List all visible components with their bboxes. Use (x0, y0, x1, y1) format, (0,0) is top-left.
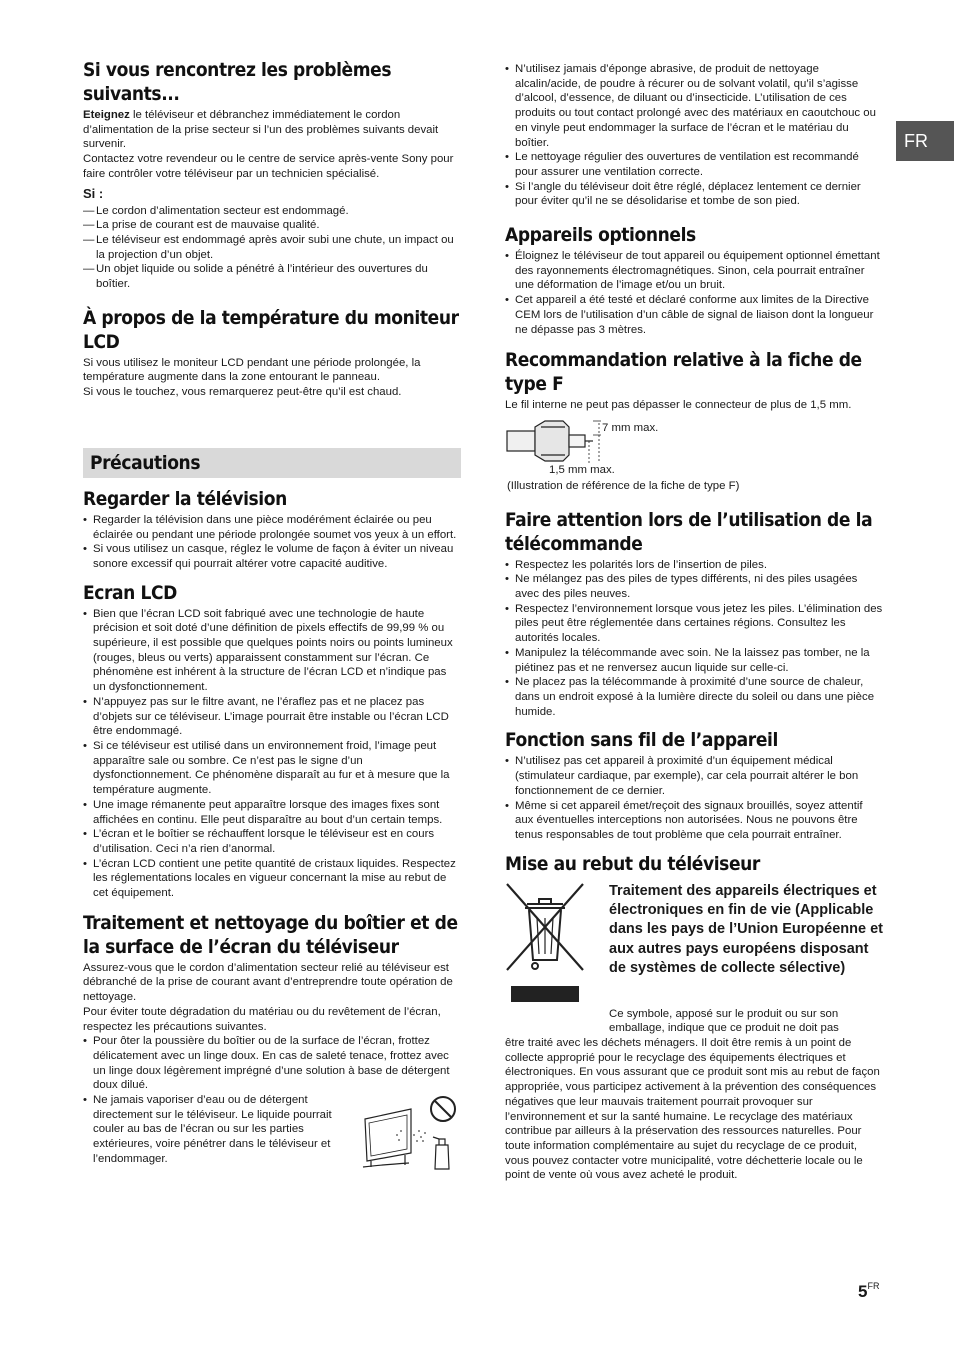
language-tab-label: FR (904, 130, 928, 151)
bullet-list (505, 754, 883, 842)
paragraph (83, 108, 461, 152)
dimension-label-15mm: 1,5 mm max. (549, 463, 615, 476)
no-spray-tv-illustration (359, 1095, 459, 1173)
section-title: Mise au rebut du téléviseur (505, 852, 760, 875)
section-disposal (505, 852, 883, 1183)
f-plug-figure (505, 419, 883, 487)
section-title: Ecran LCD (83, 581, 177, 604)
list-item: • Ne mélangez pas des piles de types différents, ni des piles usagées avec des piles neuves. (505, 572, 883, 601)
section-title: Appareils optionnels (505, 224, 696, 247)
f-plug-illustration (505, 419, 615, 469)
list-item: • Respectez l’environnement lorsque vous jetez les piles. L’élimination des piles peut être réglementée dans certaines régions. Consultez les autorités locales. (505, 602, 883, 646)
list-item: — Le téléviseur est endommagé après avoir subi une chute, un impact ou la projection d’un objet. (83, 233, 461, 262)
page-number-suffix: FR (867, 1281, 880, 1291)
list-item: — La prise de courant est de mauvaise qualité. (83, 218, 461, 233)
list-item: — Un objet liquide ou solide a pénétré à l’intérieur des ouvertures du boîtier. (83, 262, 461, 291)
list-item: • Respectez les polarités lors de l’insertion de piles. (505, 558, 883, 573)
paragraph: Si vous le touchez, vous remarquerez peut-être qu’il est chaud. (83, 386, 402, 399)
section-wireless (505, 728, 883, 842)
bullet-list (505, 62, 883, 209)
bullet-list (83, 513, 461, 572)
paragraph: Contactez votre revendeur ou le centre de service après-vente Sony pour faire contrôler votre téléviseur par un technicien spécialisé. (83, 153, 454, 180)
list-item: • N’utilisez pas cet appareil à proximité d’un équipement médical (stimulateur cardiaque, par exemple), car cela pourrait altérer le bon fonctionnement de ce dernier. (505, 754, 883, 798)
weee-paragraph-start: Ce symbole, apposé sur le produit ou sur son emballage, indique que ce produit ne doit pas (609, 1007, 839, 1035)
list-item: • Si ce téléviseur est utilisé dans un environnement froid, l’image peut apparaître sale ou sombre. Ce n’est pas le signe d’un dysfonctionnement. Ce phénomène disparaît au fur et à mesure que la température augmente. (83, 739, 461, 798)
language-tab (896, 121, 954, 161)
section-problems (83, 58, 461, 292)
section-lcd-temperature (83, 306, 461, 400)
list-item: • Pour ôter la poussière du boîtier ou de la surface de l’écran, frottez délicatement avec un linge doux. En cas de saleté tenace, frottez avec un linge doux légèrement imprégné d’une solution à base de détergent doux dilué. (83, 1034, 461, 1093)
section-title: À propos de la température du moniteur LCD (83, 306, 459, 353)
bullet-list (505, 558, 883, 720)
list-item: • Manipulez la télécommande avec soin. Ne la laissez pas tomber, ne la piétinez pas et ne renversez aucun liquide sur celle-ci. (505, 646, 883, 675)
section-lcd-screen (83, 581, 461, 901)
paragraph: Assurez-vous que le cordon d’alimentation secteur relié au téléviseur est débranché de la prise de courant avant d’entreprendre toute opération de nettoyage. (83, 961, 453, 1004)
problem-list (83, 204, 461, 292)
list-item: • Regarder la télévision dans une pièce modérément éclairée ou peu éclairée ou pendant une période prolongée soumet vos yeux à un effort. (83, 513, 461, 542)
list-item: • Ne placez pas la télécommande à proximité d’une source de chaleur, dans un endroit exposé à la lumière directe du soleil ou dans une pièce humide. (505, 675, 883, 719)
list-item: • Une image rémanente peut apparaître lorsque des images fixes sont affichées en continu. Elle peut disparaître au bout d’un certain temps. (83, 798, 461, 827)
section-title: Traitement et nettoyage du boîtier et de la surface de l’écran du téléviseur (83, 911, 458, 958)
list-item: • Cet appareil a été testé et déclaré conforme aux limites de la Directive CEM lors de l’utilisation d’un câble de signal de liaison dont la longueur ne dépasse pas 3 mètres. (505, 293, 883, 337)
weee-symbol (505, 882, 609, 1009)
list-item: • L’écran LCD contient une petite quantité de cristaux liquides. Respectez les réglementations locales en vigueur concernant la mise au rebut de cet équipement. (83, 857, 461, 901)
page-number (858, 1282, 879, 1302)
dimension-label-7mm: 7 mm max. (602, 421, 659, 434)
paragraph: Si vous utilisez le moniteur LCD pendant une période prolongée, la température augmente dans la zone entourant le panneau. (83, 356, 421, 384)
section-title: Si vous rencontrez les problèmes suivants... (83, 59, 392, 105)
paragraph: Pour éviter toute dégradation du matériau ou du revêtement de l’écran, respectez les précautions suivantes. (83, 1005, 441, 1033)
weee-paragraph: être traité avec les déchets ménagers. Il doit être remis à un point de collecte approprié pour le recyclage des équipements électriques et électroniques. En vous assurant que ce produit sont mis au rebut de façon appropriée, vous participez activement à la prévention des conséquences négatives que leur mauvais traitement pourrait provoquer sur l’environnement et sur la santé humaine. Le recyclage des matériaux contribue par ailleurs à la préservation des ressources naturelles. Pour toute information complémentaire au sujet du recyclage de ce produit, vous pouvez contacter votre municipalité, votre déchetterie locale ou le point de vente où vous avez acheté le produit. (505, 1037, 880, 1182)
list-item: • Bien que l’écran LCD soit fabriqué avec une technologie de haute précision et soit doté d’une définition de pixels effectifs de 99,99 % ou supérieure, il est possible que quelques points noirs ou points lumineux (rouges, bleus ou verts) apparaissent constamment sur l’écran. Ce phénomène est inhérent à la structure de l’écran LCD et n’indique pas un dysfonctionnement. (83, 607, 461, 695)
list-item: — Le cordon d’alimentation secteur est endommagé. (83, 204, 461, 219)
weee-row (505, 882, 883, 1009)
list-item: • Éloignez le téléviseur de tout appareil ou équipement optionnel émettant des rayonnements électromagnétiques. Sinon, cela pourrait entraîner une déformation de l’image et/ou un bruit. (505, 249, 883, 293)
paragraph-text: le téléviseur et débranchez immédiatement le cordon d’alimentation de la prise secteur si l’un des problèmes suivants devait survenir. (83, 109, 439, 151)
right-column (505, 58, 883, 1183)
bullet-list (505, 249, 883, 337)
section-f-type-plug (505, 348, 883, 493)
list-item: • N’utilisez jamais d’éponge abrasive, de produit de nettoyage alcalin/acide, de poudre à récurer ou de solvant volatil, qu’il s’agisse d’alcool, d’essence, de diluant ou d’insecticide. L’utilisation de ces produits ou tout contact prolongé avec des matériaux en caoutchouc ou en vinyle peut endommager la surface de l’écran et le matériau du boîtier. (505, 62, 883, 150)
left-column (83, 58, 461, 1173)
page-number-value: 5 (858, 1282, 868, 1301)
figure-caption: (Illustration de référence de la fiche de type F) (507, 479, 740, 492)
section-cleaning (83, 911, 461, 1173)
list-item: • Si l’angle du téléviseur doit être réglé, déplacez lentement ce dernier pour éviter qu’il ne se désolidarise et tombe de son pied. (505, 180, 883, 209)
list-item: • L’écran et le boîtier se réchauffent lorsque le téléviseur est en cours d’utilisation. Ceci n’a rien d’anormal. (83, 827, 461, 856)
list-item: • N’appuyez pas sur le filtre avant, ne l’éraflez pas et ne placez pas d’objets sur ce téléviseur. L’image pourrait être instable ou l’écran LCD être endommagé. (83, 695, 461, 739)
cleaning-row (83, 1093, 461, 1173)
band-title: Précautions (90, 451, 201, 474)
section-title: Faire attention lors de l’utilisation de la télécommande (505, 508, 873, 555)
bold-lead: Eteignez (83, 109, 130, 121)
section-title: Recommandation relative à la fiche de type F (505, 349, 862, 396)
crossed-bin-icon (505, 882, 585, 1004)
section-remote-control (505, 508, 883, 720)
precautions-band (83, 448, 461, 478)
weee-title: Traitement des appareils électriques et électroniques en fin de vie (Applicable dans les pays de l’Union Européenne et aux autres pays européens disposant de systèmes de collecte sélective) (609, 882, 883, 977)
paragraph: Le fil interne ne peut pas dépasser le connecteur de plus de 1,5 mm. (505, 399, 852, 412)
list-item: • Ne jamais vaporiser d’eau ou de détergent directement sur le téléviseur. Le liquide pourrait couler au bas de l’écran ou sur les parties extérieures, voire pénétrer dans le téléviseur et l’endommager. (83, 1093, 345, 1167)
bullet-list (83, 1034, 461, 1093)
list-item: • Même si cet appareil émet/reçoit des signaux brouillés, soyez attentif aux éventuelles interceptions non autorisées. Nous ne pouvons être tenus responsables de tout problème que cela pourrait entraîner. (505, 799, 883, 843)
section-watching-tv (83, 487, 461, 572)
subheading: Si : (83, 185, 104, 201)
bullet-list (83, 1093, 345, 1173)
bullet-list (83, 607, 461, 901)
list-item: • Le nettoyage régulier des ouvertures de ventilation est recommandé pour assurer une ventilation correcte. (505, 150, 883, 179)
section-optional-devices (505, 223, 883, 337)
list-item: • Si vous utilisez un casque, réglez le volume de façon à éviter un niveau sonore excessif qui pourrait altérer votre capacité auditive. (83, 542, 461, 571)
section-title: Fonction sans fil de l’appareil (505, 729, 778, 752)
section-title: Regarder la télévision (83, 487, 287, 510)
